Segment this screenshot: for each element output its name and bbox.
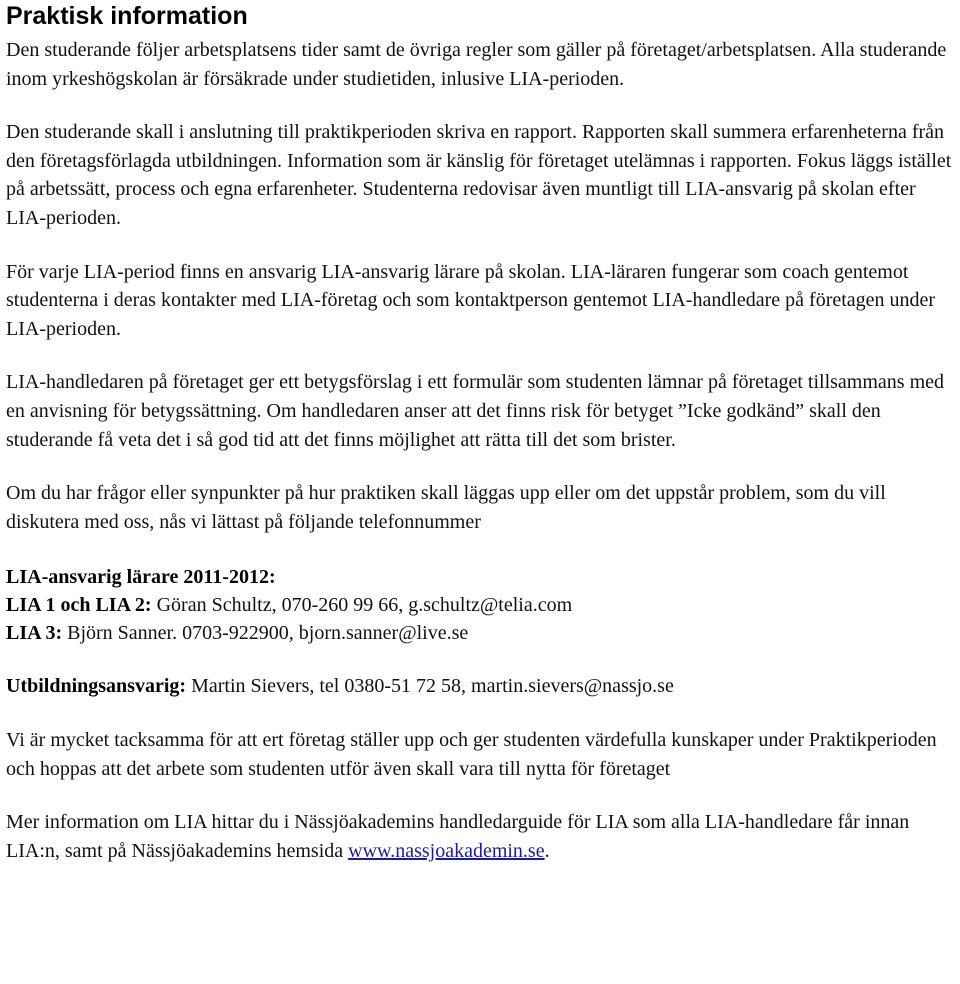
more-info-text: Mer information om LIA hittar du i Nässjöakademins handledarguide för LIA som alla LIA-handledare får innan LIA:n, samt på Nässjöakademins hemsida <box>6 811 910 862</box>
page-title: Praktisk information <box>6 2 248 30</box>
paragraph-lia-teacher: För varje LIA-period finns en ansvarig LIA-ansvarig lärare på skolan. LIA-läraren fungerar som coach gentemot studenterna i deras kontakter med LIA-företag och som kontaktperson gentemot LIA-handledare på företagen under LIA-perioden. <box>6 260 936 340</box>
contact-lia12-label: LIA 1 och LIA 2: <box>6 594 152 617</box>
contacts-heading-text: LIA-ansvarig lärare 2011-2012: <box>6 566 276 589</box>
paragraph-workplace-rules: Den studerande följer arbetsplatsens tider samt de övriga regler som gäller på företaget/arbetsplatsen. Alla studerande inom yrkeshögskolan är försäkrade under studietiden, inlusive LIA-perioden. <box>6 39 947 90</box>
paragraph-contact-intro: Om du har frågor eller synpunkter på hur praktiken skall läggas upp eller om det uppstår problem, som du vill diskutera med oss, nås vi lättast på följande telefonnummer <box>6 482 886 533</box>
contact-lia3-value: Björn Sanner. 0703-922900, bjorn.sanner@live.se <box>62 622 469 645</box>
contact-lia12-value: Göran Schultz, 070-260 99 66, g.schultz@telia.com <box>151 594 573 617</box>
responsible-line <box>6 672 952 701</box>
contact-lia3-label: LIA 3: <box>6 622 63 645</box>
more-info-suffix: . <box>544 839 550 862</box>
contact-lia3 <box>6 619 952 647</box>
paragraph-more-info <box>6 808 952 865</box>
paragraph-grading: LIA-handledaren på företaget ger ett betygsförslag i ett formulär som studenten lämnar på företaget tillsammans med en anvisning för betygssättning. Om handledaren anser att det finns risk för betyget ”Icke godkänd” skall den studerande få veta det i så god tid att det finns möjlighet att rätta till det som brister. <box>6 371 944 451</box>
responsible-value: Martin Sievers, tel 0380-51 72 58, martin.sievers@nassjo.se <box>186 675 674 698</box>
website-link[interactable]: www.nassjoakademin.se <box>348 839 545 862</box>
contact-lia12 <box>6 591 952 619</box>
responsible-label: Utbildningsansvarig: <box>6 675 187 698</box>
contact-block <box>6 563 952 647</box>
contacts-heading <box>6 563 952 591</box>
paragraph-report: Den studerande skall i anslutning till praktikperioden skriva en rapport. Rapporten skall summera erfarenheterna från den företagsförlagda utbildningen. Information som är känslig för företaget utelämnas i rapporten. Fokus läggs istället på arbetssätt, process och egna erfarenheter. Studenterna redovisar även muntligt till LIA-ansvarig på skolan efter LIA-perioden. <box>6 121 952 229</box>
paragraph-thanks: Vi är mycket tacksamma för att ert företag ställer upp och ger studenten värdefulla kunskaper under Praktikperioden och hoppas att det arbete som studenten utför även skall vara till nytta för företaget <box>6 728 937 780</box>
